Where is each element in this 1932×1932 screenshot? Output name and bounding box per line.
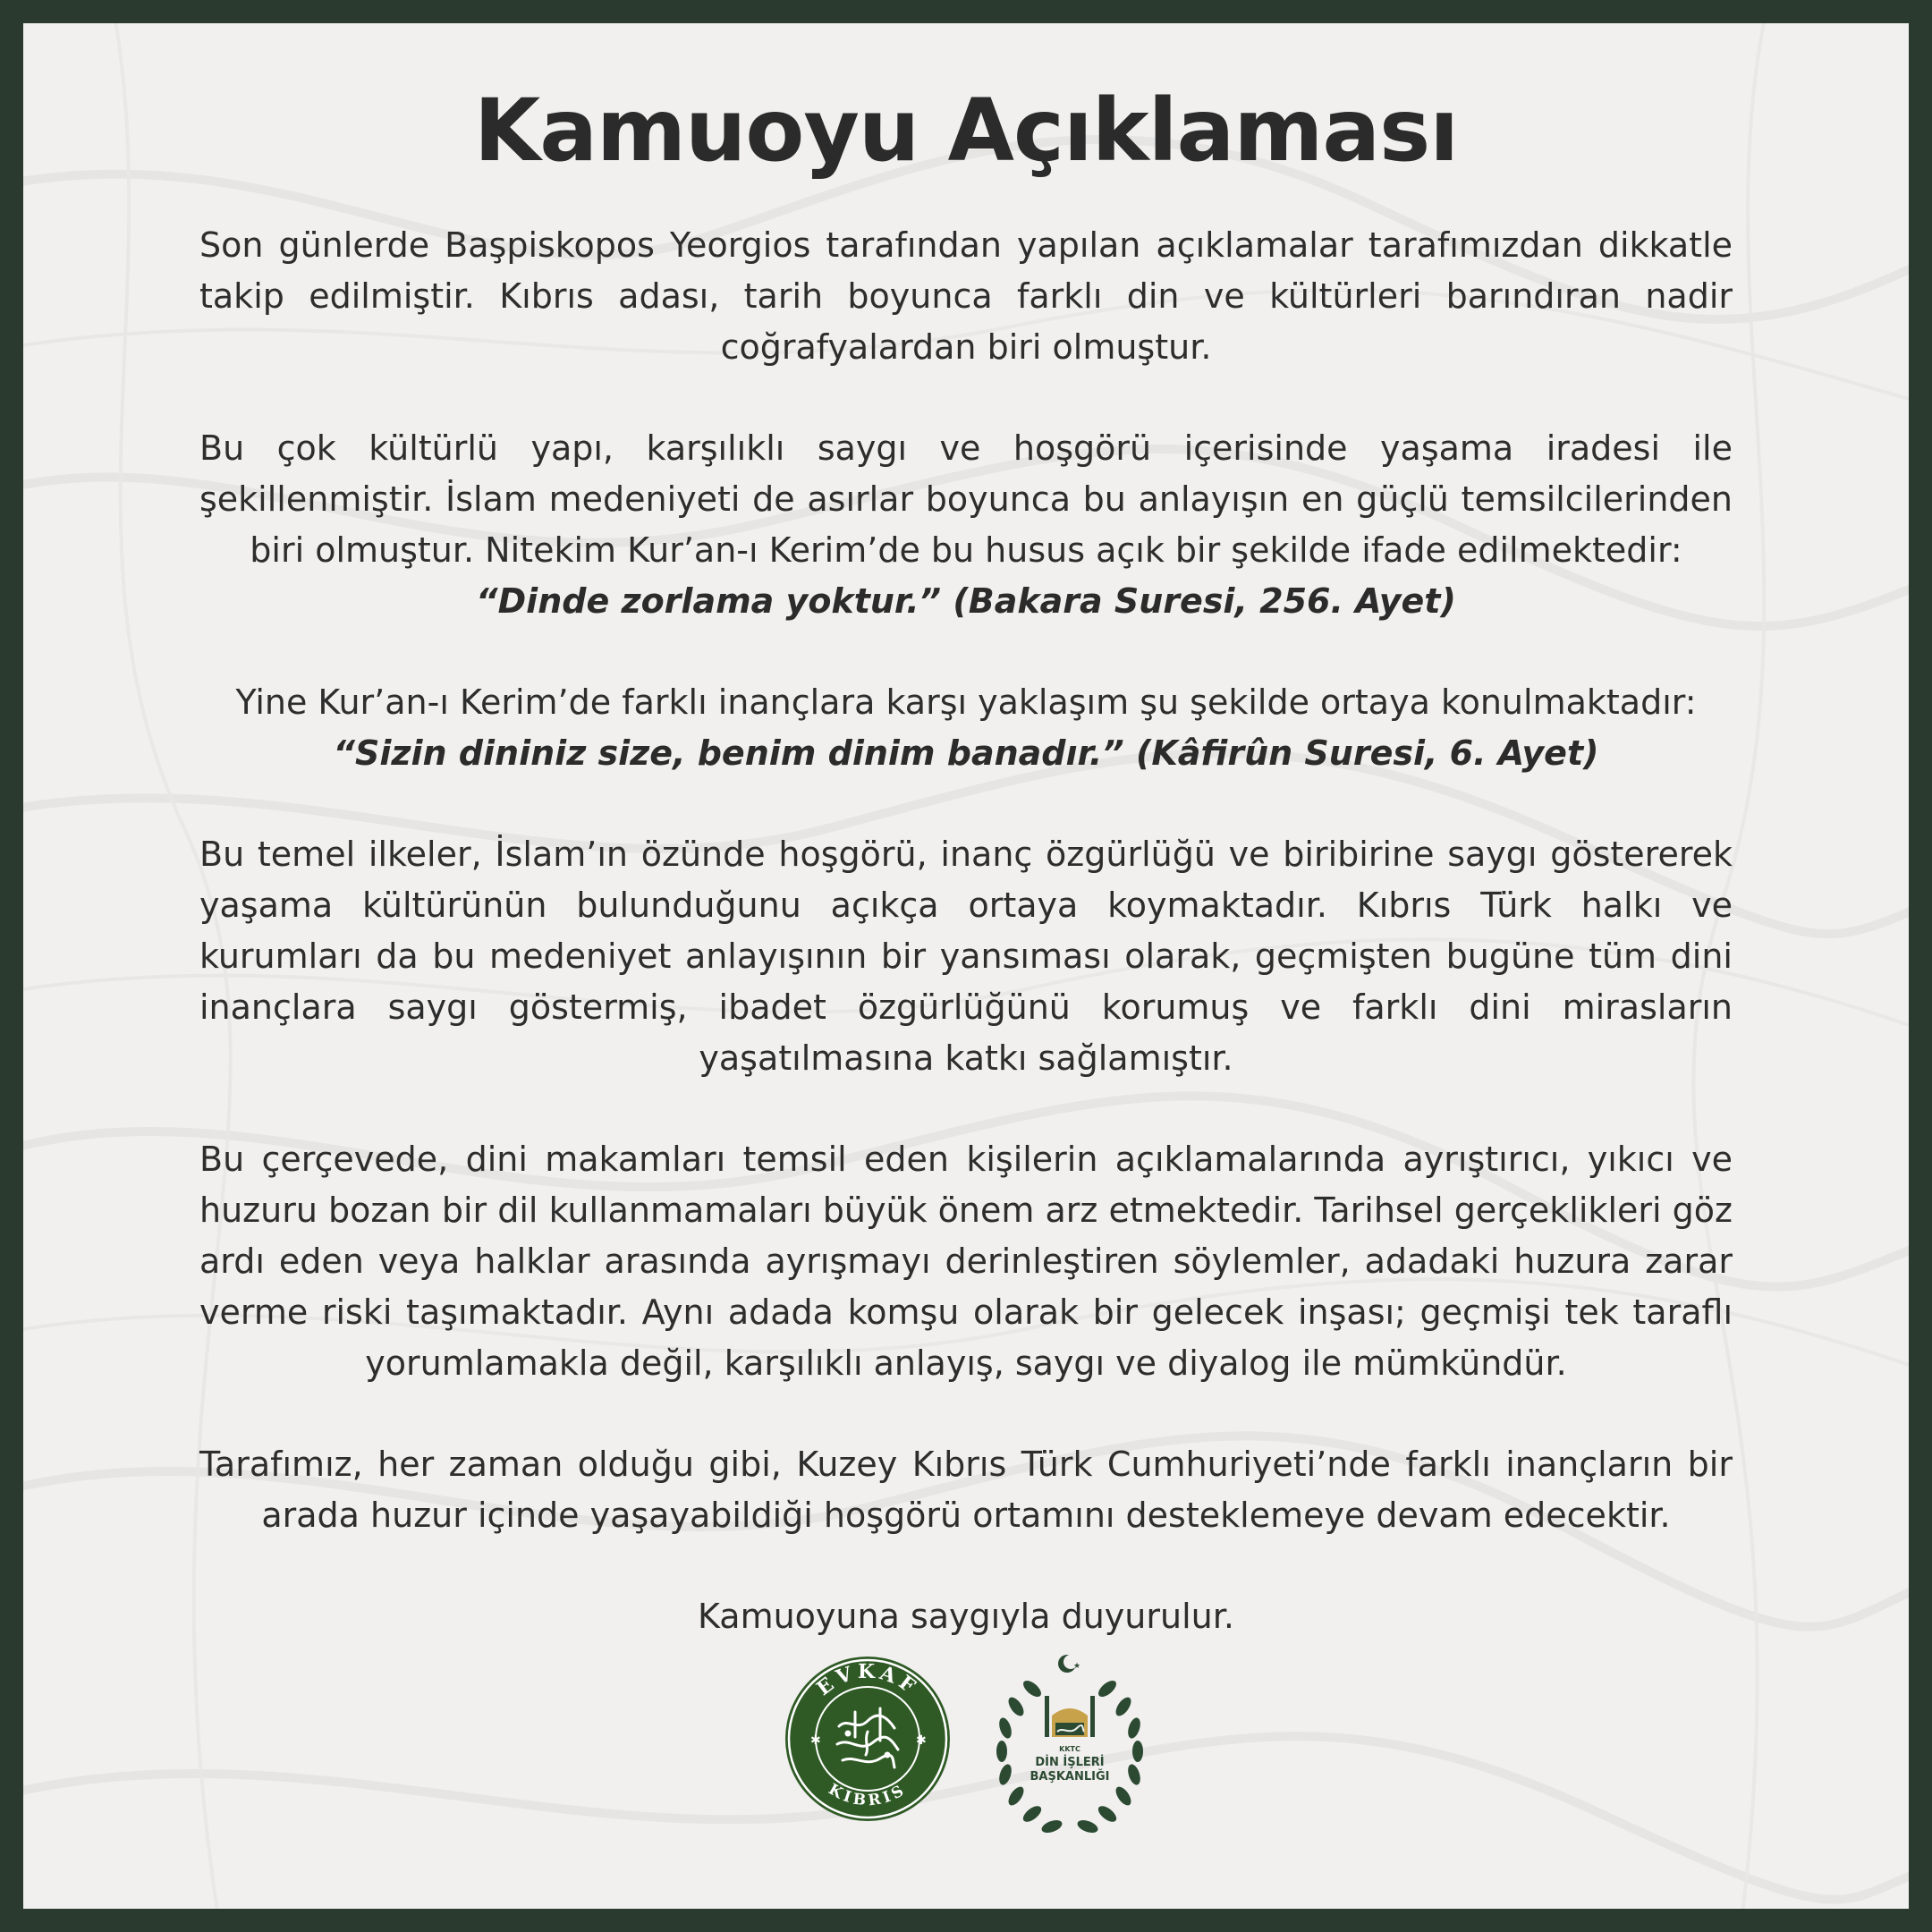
evkaf-bottom-text: KIBRIS — [825, 1780, 911, 1810]
evkaf-logo — [784, 1655, 952, 1823]
page-title: Kamuoyu Açıklaması — [473, 80, 1459, 181]
mosque-icon — [1045, 1696, 1095, 1737]
evkaf-top-text: EVKAF — [812, 1659, 923, 1701]
logos-row — [23, 1651, 1909, 1839]
crescent-star-icon — [1058, 1655, 1080, 1673]
paragraph-5: Bu çerçevede, dini makamları temsil eden kişilerin açıklamalarında ayrıştırıcı, yıkıcı ve huzuru bozan bir dil kullanmamaları büyük önem arz etmektedir. Tarihsel gerçeklikleri göz ardı eden veya halklar arasında ayrışmayı derinleştiren söylemler, adadaki huzura zarar verme riski taşımaktadır. Aynı adada komşu olarak bir gelecek inşası; geçmişi tek taraflı yorumlamakla değil, karşılıklı anlayış, saygı ve diyalog ile mümkündür. — [199, 1140, 1733, 1383]
statement-content — [199, 77, 1733, 1642]
quote-kafirun: “Sizin dininiz size, benim dinim banadır.” (Kâfirûn Suresi, 6. Ayet) — [333, 733, 1599, 773]
document-frame — [23, 23, 1909, 1909]
svg-text:✱: ✱ — [810, 1733, 821, 1748]
din-line2-text: BAŞKANLIĞI — [1030, 1770, 1110, 1784]
paragraph-4: Bu temel ilkeler, İslam’ın özünde hoşgörü, inanç özgürlüğü ve biribirine saygı göstererek yaşama kültürünün bulunduğunu açıkça ortaya koymaktadır. Kıbrıs Türk halkı ve kurumları da bu medeniyet anlayışının bir yansıması olarak, geçmişten bugüne tüm dini inançlara saygı göstermiş, ibadet özgürlüğünü korumuş ve farklı dini mirasların yaşatılmasına katkı sağlamıştır. — [199, 835, 1733, 1078]
paragraph-3 — [199, 677, 1733, 779]
paragraph-3-text: Yine Kur’an-ı Kerim’de farklı inançlara karşı yaklaşım şu şekilde ortaya konulmaktadır: — [235, 682, 1697, 722]
paragraph-6: Tarafımız, her zaman olduğu gibi, Kuzey Kıbrıs Türk Cumhuriyeti’nde farklı inançların bir arada huzur içinde yaşayabildiği hoşgörü ortamını desteklemeye devam edecektir. — [199, 1445, 1733, 1535]
paragraph-1: Son günlerde Başpiskopos Yeorgios tarafından yapılan açıklamalar tarafımızdan dikkatle takip edilmiştir. Kıbrıs adası, tarih boyunca farklı din ve kültürleri barındıran nadir coğrafyalardan biri olmuştur. — [199, 225, 1733, 367]
din-line1-text: DİN İŞLERİ — [1035, 1756, 1105, 1769]
paragraph-2 — [199, 423, 1733, 627]
din-kktc-text: KKTC — [1059, 1745, 1080, 1753]
svg-text:✱: ✱ — [916, 1733, 927, 1748]
paragraph-2-text: Bu çok kültürlü yapı, karşılıklı saygı ve hoşgörü içerisinde yaşama iradesi ile şekillenmiştir. İslam medeniyeti de asırlar boyunca bu anlayışın en güçlü temsilcilerinden biri olmuştur. Nitekim Kur’an-ı Kerim’de bu husus açık bir şekilde ifade edilmektedir: — [199, 428, 1733, 570]
quote-bakara: “Dinde zorlama yoktur.” (Bakara Suresi, 256. Ayet) — [476, 581, 1456, 621]
svg-text:★: ★ — [1073, 1662, 1081, 1671]
din-isleri-logo — [980, 1651, 1159, 1839]
closing-line: Kamuoyuna saygıyla duyurulur. — [698, 1597, 1234, 1636]
